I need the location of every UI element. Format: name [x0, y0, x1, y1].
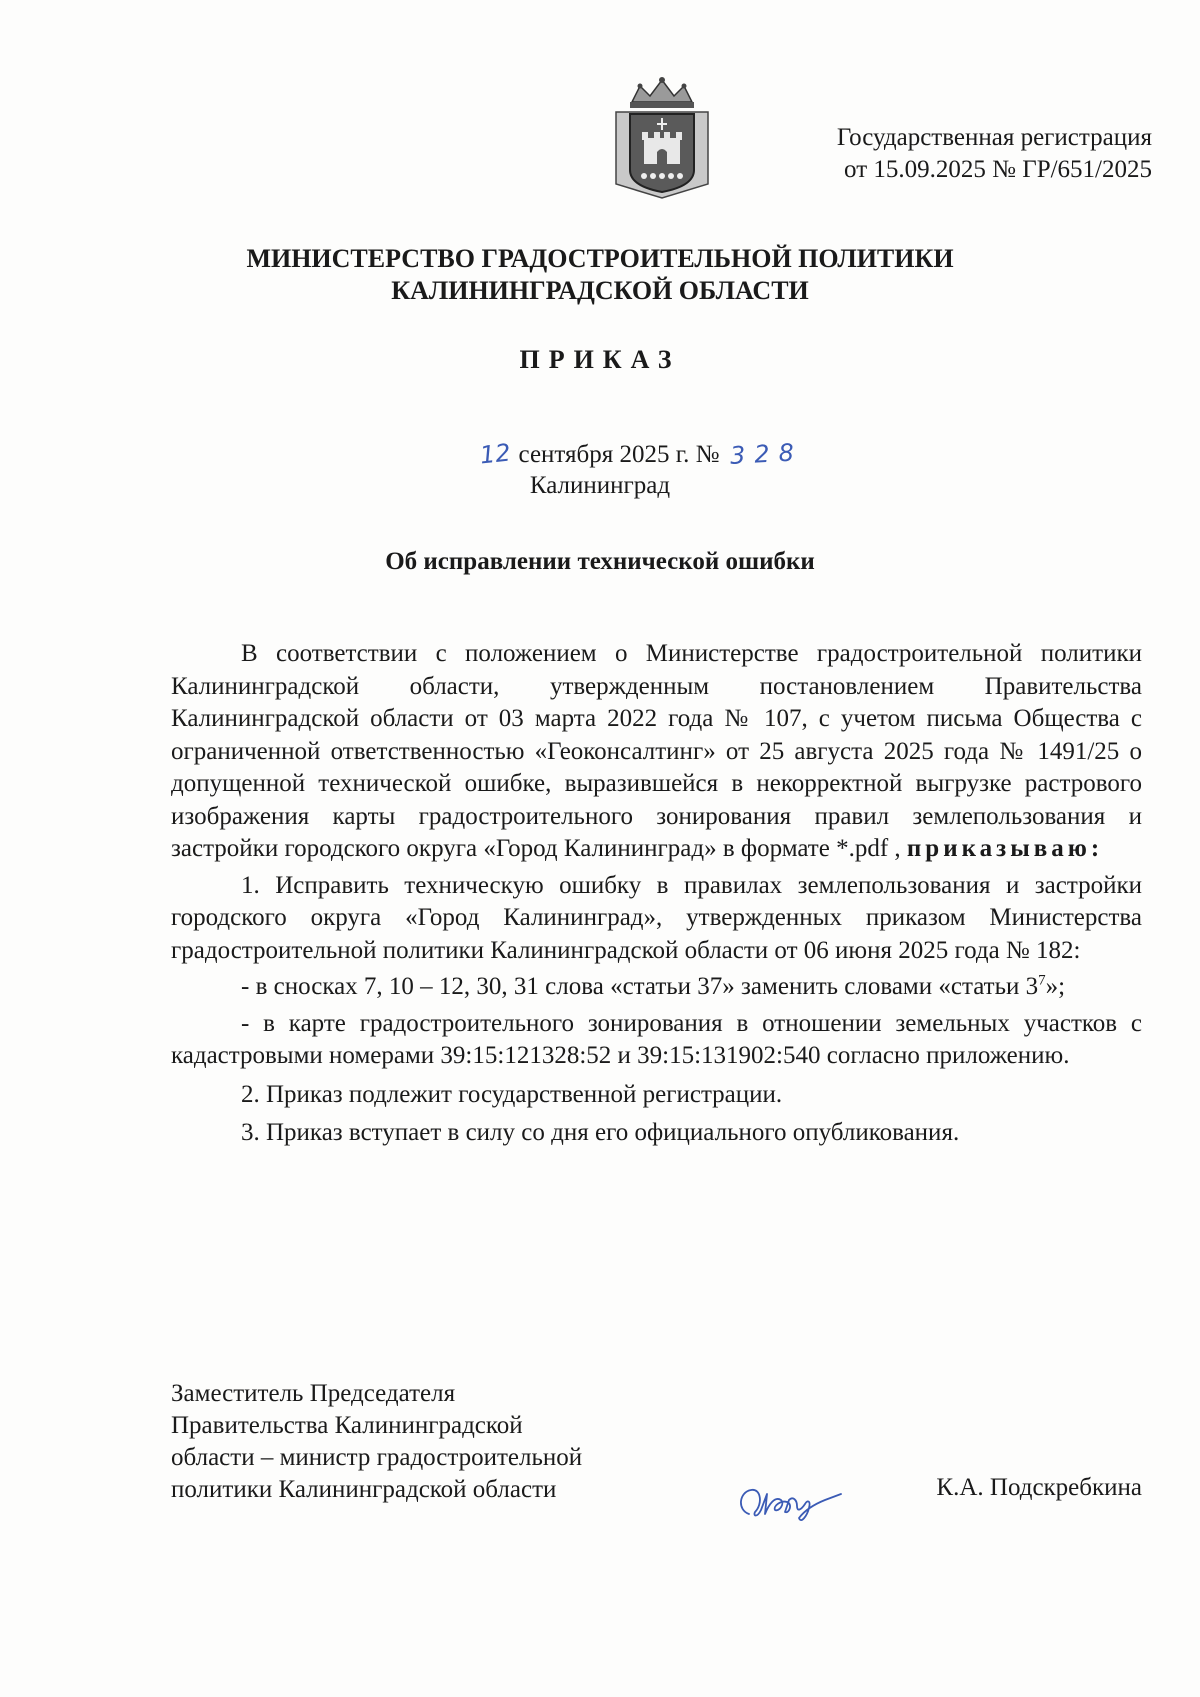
handwritten-day: 12	[478, 438, 512, 470]
position-line-3: области – министр градостроительной	[171, 1444, 583, 1471]
preamble-paragraph	[171, 638, 1142, 866]
position-line-2: Правительства Калининградской	[171, 1412, 523, 1439]
order-date-text: сентября 2025 г. №	[518, 441, 720, 468]
signatory-position	[171, 1378, 582, 1506]
coat-of-arms-icon	[610, 72, 714, 202]
ministry-name-line2: КАЛИНИНГРАДСКОЙ ОБЛАСТИ	[391, 276, 809, 305]
order-date-line	[480, 438, 802, 471]
order-body	[171, 638, 1142, 1150]
position-line-4: политики Калининградской области	[171, 1476, 557, 1503]
sub1-superscript: 7	[1038, 972, 1046, 989]
handwritten-signature-icon	[735, 1470, 855, 1530]
registration-stamp	[837, 122, 1152, 186]
city: Калининград	[529, 472, 671, 499]
order-subject: Об исправлении технической ошибки	[385, 548, 815, 575]
registration-number: от 15.09.2025 № ГР/651/2025	[844, 156, 1152, 183]
order-item-1: 1. Исправить техническую ошибку в правилах землепользования и застройки городского округа «Город Калининград», утвержденных приказом Министерства градостроительной политики Калининградской области от 06 июня 2025 года № 182:	[171, 871, 1142, 964]
ministry-name	[0, 243, 1200, 307]
order-item-1-sub-1	[171, 971, 1142, 1004]
ministry-name-line1: МИНИСТЕРСТВО ГРАДОСТРОИТЕЛЬНОЙ ПОЛИТИКИ	[246, 244, 954, 273]
sub1-tail: »;	[1045, 973, 1066, 1000]
order-item-3: 3. Приказ вступает в силу со дня его официального опубликования.	[241, 1119, 960, 1146]
document-type: ПРИКАЗ	[519, 345, 681, 374]
position-line-1: Заместитель Председателя	[171, 1380, 456, 1407]
handwritten-order-number: 328	[728, 438, 804, 470]
preamble-text: В соответствии с положением о Министерстве градостроительной политики Калининградской области, утвержденным постановлением Правительства Калининградской области от 03 марта 2022 года № 107, с учетом письма Общества с ограниченной ответственностью «Геоконсалтинг» от 25 августа 2025 года № 1491/25 о допущенной технической ошибке, выразившейся в некорректной выгрузке растрового изображения карты градостроительного зонирования правил землепользования и застройки городского округа «Город Калининград» в формате *.pdf ,	[171, 640, 1142, 862]
order-item-1-sub-2: - в карте градостроительного зонирования в отношении земельных участков с кадастровыми номерами 39:15:121328:52 и 39:15:131902:540 согласно приложению.	[171, 1009, 1142, 1069]
signer-name: К.А. Подскребкина	[936, 1474, 1142, 1501]
sub1-text: - в сносках 7, 10 – 12, 30, 31 слова «статьи 37» заменить словами «статьи 3	[241, 973, 1039, 1000]
order-item-2: 2. Приказ подлежит государственной регистрации.	[241, 1080, 783, 1108]
order-word: приказываю:	[906, 835, 1104, 862]
registration-label: Государственная регистрация	[836, 124, 1152, 151]
